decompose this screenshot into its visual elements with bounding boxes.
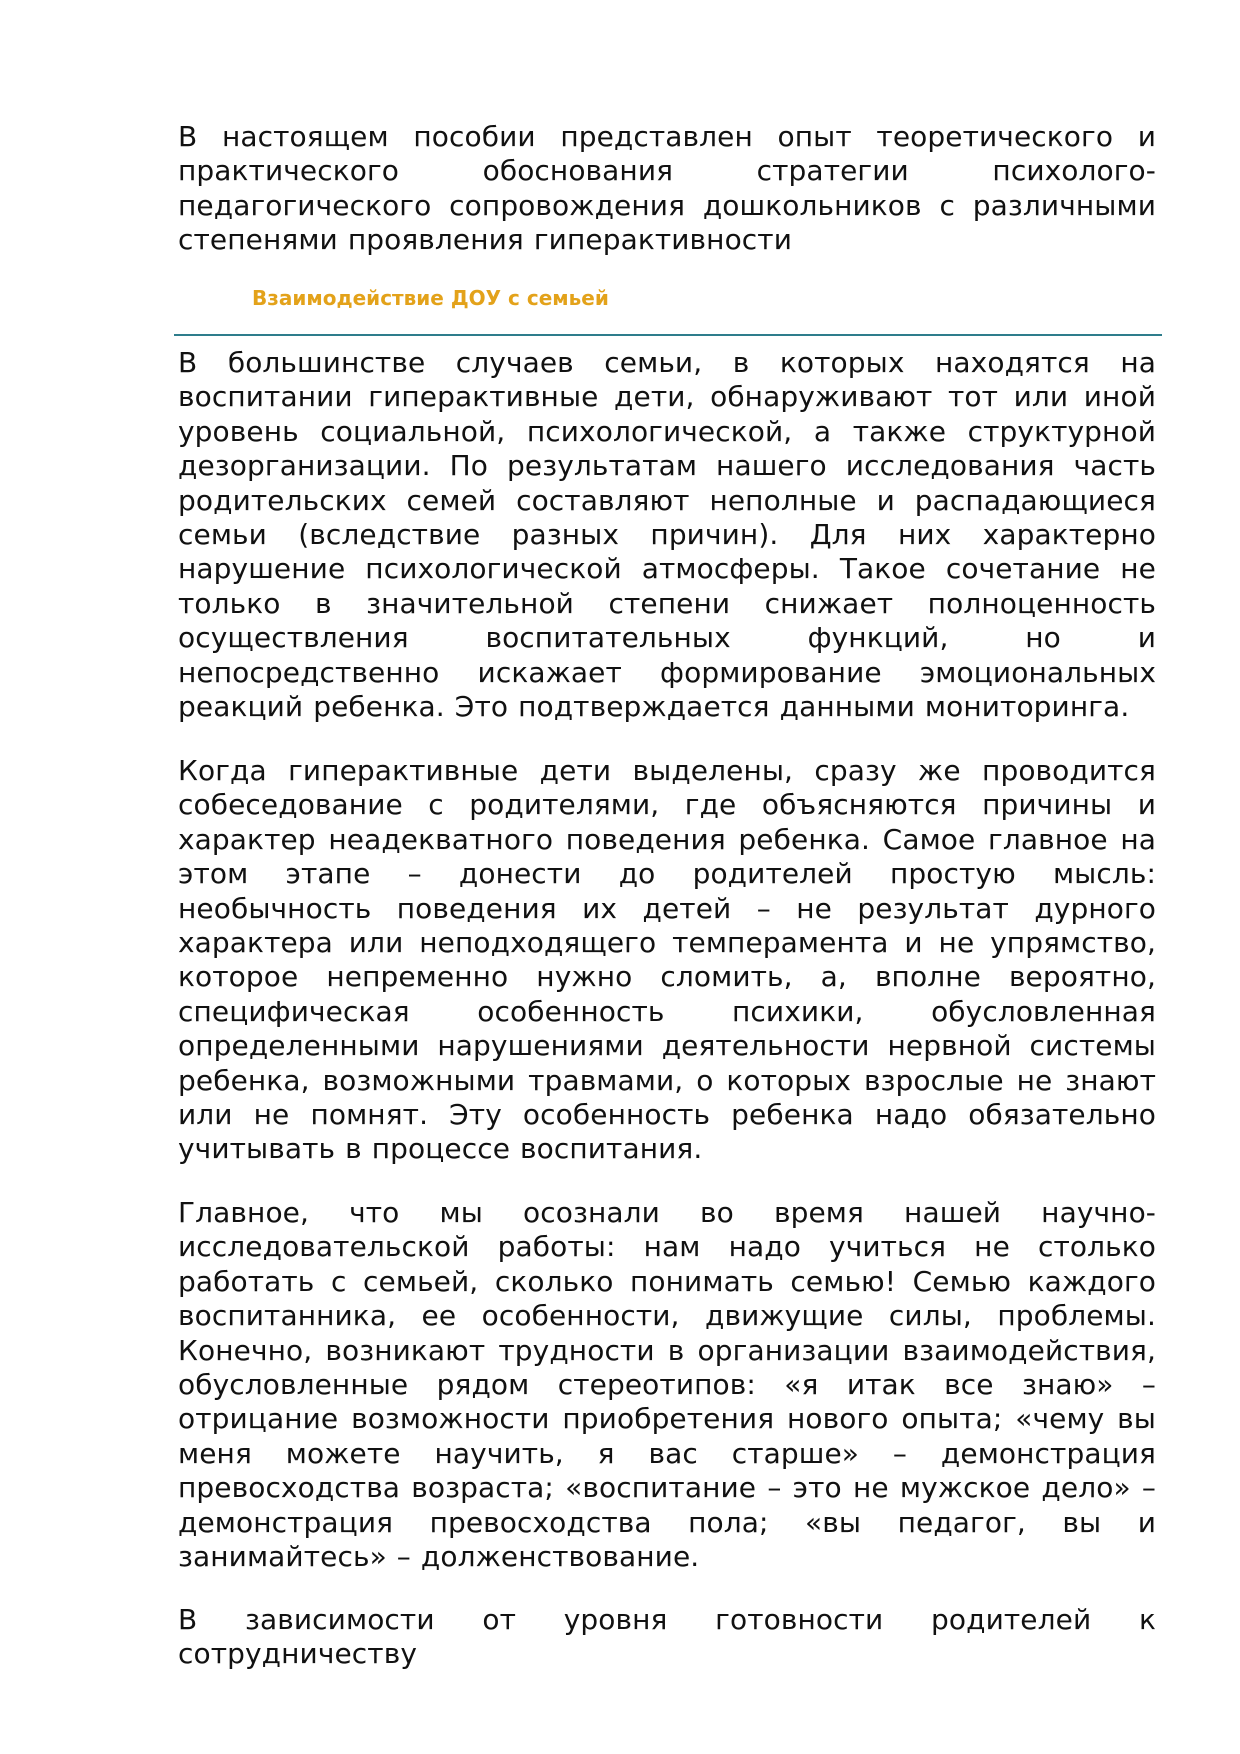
body-paragraph: В большинстве случаев семьи, в которых находятся на воспитании гиперактивные дети, обнаруживают тот или иной уровень социальной, психологической, а также структурной дезорганизации. По результатам нашего исследования часть родительских семей составляют неполные и распадающиеся семьи (вследствие разных причин). Для них характерно нарушение психологической атмосферы. Такое сочетание не только в значительной степени снижает полноценность осуществления воспитательных функций, но и непосредственно искажает формирование эмоциональных реакций ребенка. Это подтверждается данными мониторинга. <box>178 346 1156 724</box>
intro-paragraph: В настоящем пособии представлен опыт теоретического и практического обоснования стратегии психолого-педагогического сопровождения дошкольников с различными степенями проявления гиперактивности <box>178 120 1156 257</box>
section-divider <box>174 334 1162 336</box>
body-paragraph-partial: В зависимости от уровня готовности родителей к сотрудничеству <box>178 1603 1156 1671</box>
section-title: Взаимодействие ДОУ с семьей <box>252 286 609 310</box>
body-paragraph: Главное, что мы осознали во время нашей научно-исследовательской работы: нам надо учиться не столько работать с семьей, сколько понимать семью! Семью каждого воспитанника, ее особенности, движущие силы, проблемы. Конечно, возникают трудности в организации взаимодействия, обусловленные рядом стереотипов: «я итак все знаю» – отрицание возможности приобретения нового опыта; «чему вы меня можете научить, я вас старше» – демонстрация превосходства возраста; «воспитание – это не мужское дело» – демонстрация превосходства пола; «вы педагог, вы и занимайтесь» – долженствование. <box>178 1196 1156 1574</box>
body-paragraph: Когда гиперактивные дети выделены, сразу же проводится собеседование с родителями, где объясняются причины и характер неадекватного поведения ребенка. Самое главное на этом этапе – донести до родителей простую мысль: необычность поведения их детей – не результат дурного характера или неподходящего темперамента и не упрямство, которое непременно нужно сломить, а, вполне вероятно, специфическая особенность психики, обусловленная определенными нарушениями деятельности нервной системы ребенка, возможными травмами, о которых взрослые не знают или не помнят. Эту особенность ребенка надо обязательно учитывать в процессе воспитания. <box>178 754 1156 1166</box>
